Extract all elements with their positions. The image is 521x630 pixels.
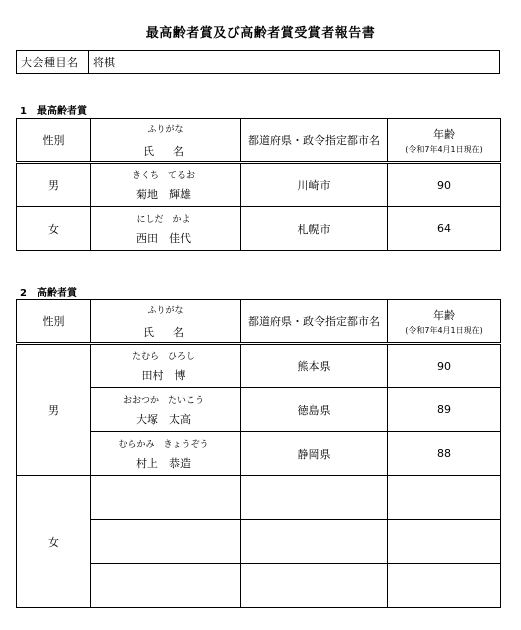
table-row (17, 476, 501, 520)
furigana-text: たむら ひろし (131, 352, 195, 362)
section2-header-row (17, 300, 501, 344)
prefecture-cell (241, 520, 388, 564)
name-cell (91, 388, 241, 432)
header-prefecture: 都道府県・政令指定都市名 (241, 119, 388, 163)
prefecture-cell: 熊本県 (241, 344, 388, 388)
event-name-label: 大会種目名 (17, 51, 89, 73)
name-text: 田村 博 (141, 369, 186, 382)
header-age (388, 119, 501, 163)
event-name-box (16, 50, 500, 74)
prefecture-cell: 川崎市 (241, 163, 388, 207)
event-name-value: 将棋 (93, 56, 115, 69)
table-row (17, 344, 501, 388)
age-cell: 89 (388, 388, 501, 432)
age-cell (388, 564, 501, 608)
prefecture-cell: 徳島県 (241, 388, 388, 432)
age-cell (388, 476, 501, 520)
header-age-label: 年齢 (433, 127, 455, 141)
page-title: 最高齢者賞及び高齢者賞受賞者報告書 (145, 26, 376, 41)
header-prefecture: 都道府県・政令指定都市名 (241, 300, 388, 344)
name-cell (91, 476, 241, 520)
header-name (91, 300, 241, 344)
age-cell: 64 (388, 207, 501, 251)
age-cell (388, 520, 501, 564)
section2-table (16, 299, 501, 608)
name-text: 西田 佳代 (136, 231, 191, 245)
table-row (17, 207, 501, 251)
prefecture-cell: 静岡県 (241, 432, 388, 476)
age-cell: 90 (388, 163, 501, 207)
header-gender: 性別 (17, 119, 91, 163)
name-cell (91, 432, 241, 476)
header-furigana: ふりがな (147, 305, 184, 316)
header-age-label: 年齢 (433, 308, 455, 322)
name-cell (91, 207, 241, 251)
section1-table (16, 118, 501, 251)
gender-cell-female: 女 (17, 476, 91, 608)
name-text: 大塚 太高 (136, 412, 191, 426)
name-text: 村上 恭造 (136, 456, 191, 470)
name-cell (91, 564, 241, 608)
name-cell (91, 344, 241, 388)
header-age-note: (令和7年4月1日現在) (405, 325, 483, 335)
header-furigana: ふりがな (147, 124, 184, 135)
section2-heading: 2 高齢者賞 (20, 288, 77, 299)
header-name-label: 氏 名 (143, 144, 188, 158)
gender-cell: 男 (17, 163, 91, 207)
header-name-label: 氏 名 (143, 325, 188, 339)
prefecture-cell: 札幌市 (241, 207, 388, 251)
prefecture-cell (241, 564, 388, 608)
furigana-text: むらかみ きょうぞう (118, 439, 209, 450)
gender-cell-male: 男 (17, 344, 91, 476)
name-cell (91, 163, 241, 207)
header-name (91, 119, 241, 163)
name-text: 菊地 輝雄 (136, 188, 191, 201)
header-age (388, 300, 501, 344)
age-cell: 90 (388, 344, 501, 388)
furigana-text: にしだ かよ (136, 214, 191, 225)
table-row (17, 163, 501, 207)
age-cell: 88 (388, 432, 501, 476)
furigana-text: きくち てるお (131, 171, 195, 181)
prefecture-cell (241, 476, 388, 520)
header-gender: 性別 (17, 300, 91, 344)
furigana-text: おおつか たいこう (123, 395, 204, 406)
header-age-note: (令和7年4月1日現在) (405, 144, 483, 154)
gender-cell: 女 (17, 207, 91, 251)
section1-header-row (17, 119, 501, 163)
section1-heading: 1 最高齢者賞 (20, 106, 87, 117)
name-cell (91, 520, 241, 564)
